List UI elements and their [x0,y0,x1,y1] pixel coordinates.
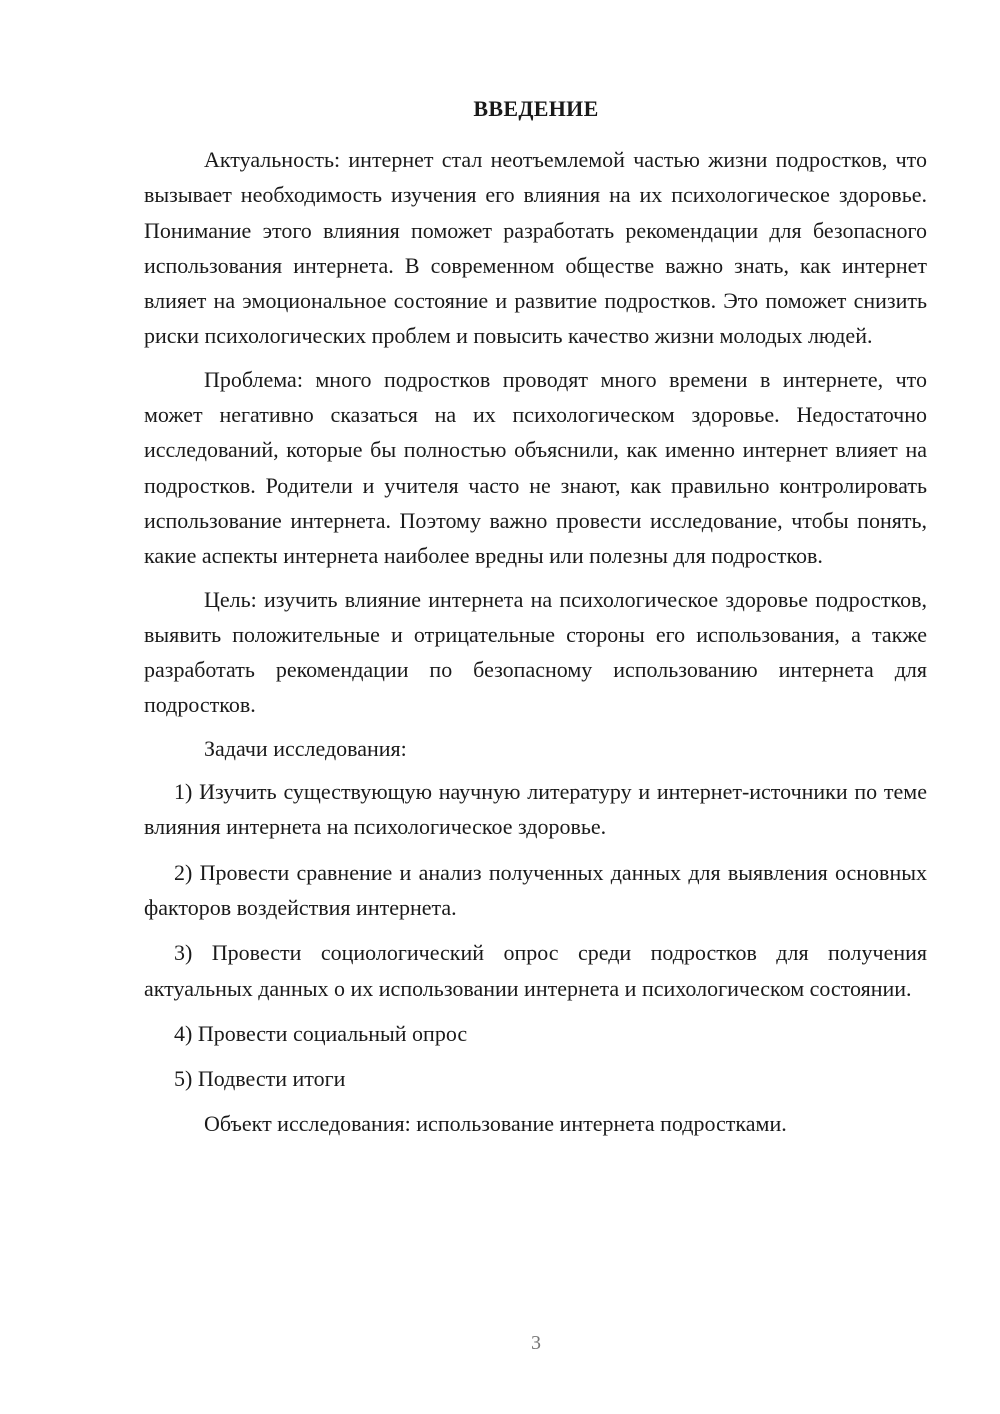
goal-paragraph: Цель: изучить влияние интернета на психологическое здоровье подростков, выявить положительные и отрицательные стороны его использования, а также разработать рекомендации по безопасному использованию интернета для подростков. [144,586,927,718]
section-heading: ВВЕДЕНИЕ [473,96,599,121]
object-paragraph: Объект исследования: использование интернета подростками. [204,1111,787,1137]
task-item: 3) Провести социологический опрос среди подростков для получения актуальных данных о их использовании интернета и психологическом состоянии. [144,940,927,1001]
task-item: 2) Провести сравнение и анализ полученных данных для выявления основных факторов воздействия интернета. [144,859,927,920]
tasks-heading: Задачи исследования: [204,735,407,761]
problem-paragraph: Проблема: много подростков проводят много времени в интернете, что может негативно сказаться на их психологическом здоровье. Недостаточно исследований, которые бы полностью объяснили, как именно интернет влияет на подростков. Родители и учителя часто не знают, как правильно контролировать использование интернета. Поэтому важно провести исследование, чтобы понять, какие аспекты интернета наиболее вредны или полезны для подростков. [144,366,927,569]
task-item: 5) Подвести итоги [174,1066,346,1092]
task-item: 1) Изучить существующую научную литературу и интернет-источники по теме влияния интернета на психологическое здоровье. [144,779,927,840]
document-body [144,142,927,1150]
relevance-paragraph: Актуальность: интернет стал неотъемлемой частью жизни подростков, что вызывает необходимость изучения его влияния на их психологическое здоровье. Понимание этого влияния поможет разработать рекомендации для безопасного использования интернета. В современном обществе важно знать, как интернет влияет на эмоциональное состояние и развитие подростков. Это поможет снизить риски психологических проблем и повысить качество жизни молодых людей. [144,147,927,349]
page-number: 3 [531,1332,541,1354]
task-item: 4) Провести социальный опрос [174,1020,468,1046]
